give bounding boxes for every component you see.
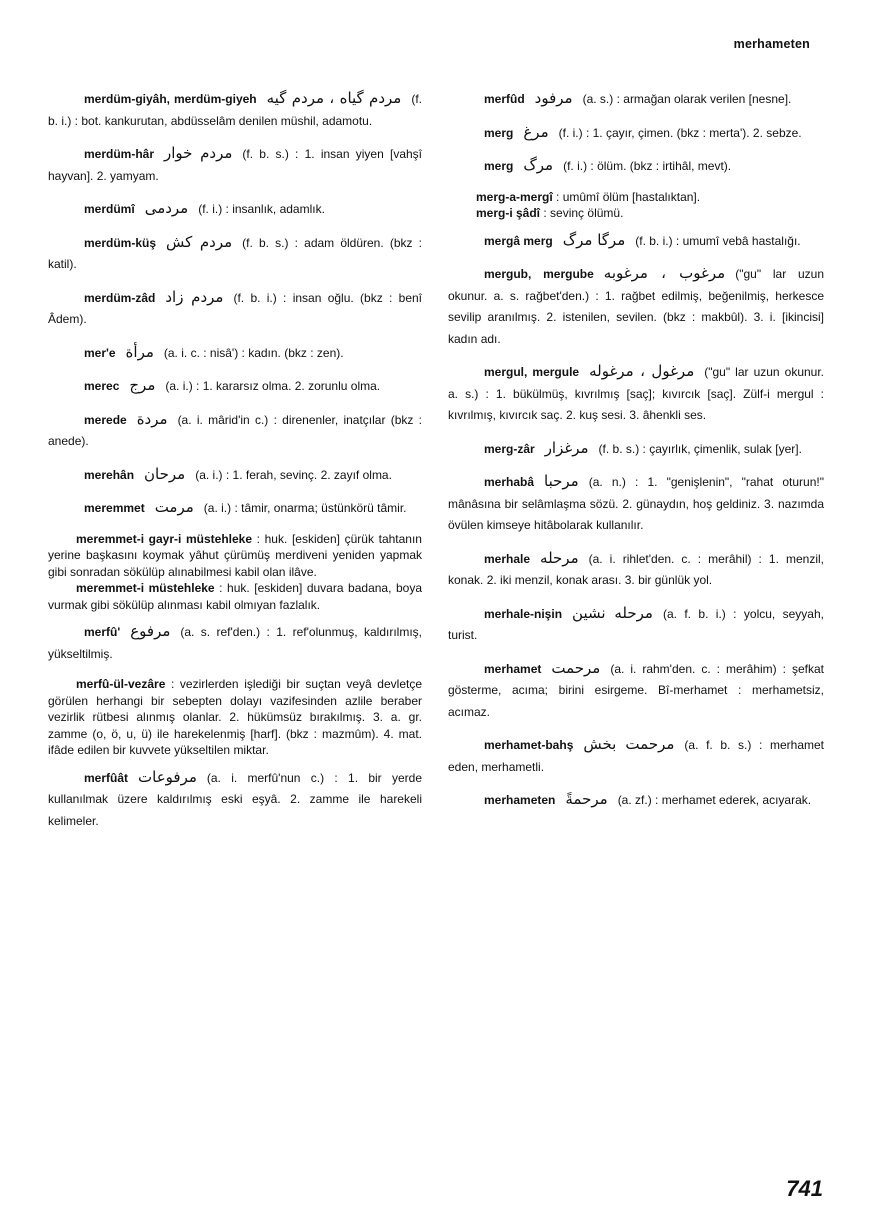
arabic-script: مردم کش: [166, 232, 233, 251]
arabic-script: مرحله: [540, 548, 579, 567]
headword: merec: [84, 379, 120, 393]
entry-body: (a. i. rihlet'den. c. : merâhil) : 1. menzil, konak. 2. iki menzil, konak arası. 3. bir günlük yol.: [448, 551, 824, 587]
arabic-script: مرفوعات: [138, 767, 197, 786]
headword: merg-a-mergî: [476, 189, 553, 204]
entry-body: (a. i. merfû'nun c.) : 1. bir yerde kullanılmak üzere kaldırılmış eski eşyâ. 2. zamme ile harekeli kelimeler.: [48, 770, 422, 828]
entry-body: (a. f. b. i.) : yolcu, seyyah, turist.: [448, 606, 824, 642]
entry-body: (a. i. rahm'den. c. : merâhim) : şefkat gösterme, acıma; birini esirgeme. Bî-merhamet : merhametsiz, acımaz.: [448, 661, 824, 719]
dictionary-entry: [448, 230, 824, 253]
arabic-script: مرگ: [523, 156, 554, 174]
entry-body: (a. i. mârid'in c.) : direnenler, inatçılar (bkz : anede).: [48, 412, 422, 448]
headword: merdüm-hâr: [84, 147, 155, 161]
dictionary-entry: [48, 143, 422, 187]
entry-body: (a. zf.) : merhamet ederek, acıyarak.: [617, 793, 812, 807]
headword: merg-i şâdî: [476, 206, 541, 220]
entry-body: : huk. [eskiden] duvara badana, boya vurmak gibi sökülüp alınması kabil olmıyan fazlalık.: [48, 581, 422, 612]
entry-body: (f. i.) : ölüm. (bkz : irtihâl, mevt).: [563, 159, 732, 173]
headword: merhameten: [484, 793, 556, 807]
entry-body: (f. b. i.) : bot. kankurutan, abdüsselâm denilen müshil, adamotu.: [48, 92, 423, 128]
headword: mergub, mergube: [484, 267, 594, 281]
entry-body: : sevinç ölümü.: [543, 206, 624, 220]
dictionary-entry: [448, 734, 824, 778]
dictionary-entry: [48, 88, 422, 132]
arabic-script: مرحمت بخش: [583, 735, 675, 753]
arabic-script: مردة: [136, 409, 168, 428]
dictionary-entry: [48, 198, 422, 221]
left-column: [48, 88, 422, 843]
dictionary-entry: [448, 88, 824, 111]
entry-body: : umûmî ölüm [hastalıktan].: [556, 189, 701, 204]
entry-body: (f. b. i.) : insan oğlu. (bkz : benî Âdem).: [48, 290, 423, 326]
dictionary-entry: [48, 497, 422, 520]
dictionary-entry: [448, 122, 824, 145]
dictionary-entry: [448, 548, 824, 592]
entry-body: (a. s. ref'den.) : 1. ref'olunmuş, kaldırılmış, yükseltilmiş.: [48, 625, 422, 661]
entry-body: (a. n.) : 1. "genişlenin", "rahat oturun!" mânâsına bir selâmlaşma sözü. 2. günaydın, hoş geldiniz. 3. nazımda övülen kimseye hitâbolarak kullanılır.: [448, 475, 824, 532]
arabic-script: مرحان: [144, 464, 186, 483]
entry-body: (f. i.) : insanlık, adamlık.: [198, 202, 325, 216]
arabic-script: مرج: [129, 376, 156, 394]
dictionary-entry: [48, 580, 422, 613]
entry-body: ("gu" lar uzun okunur. a. s. rağbet'den.) : 1. rağbet edilmiş, beğenilmiş, herkesce sevilip aranılmış. 2. istenilen, sevilen. (bkz : makbûl). 3. i. [ikincisi] kadın adı.: [448, 267, 824, 346]
entry-body: (f. i.) : 1. çayır, çimen. (bkz : merta'). 2. sebze.: [558, 125, 802, 140]
arabic-script: مرغ: [523, 122, 549, 141]
headword: merg: [484, 125, 514, 140]
dictionary-entry: [48, 409, 422, 453]
headword: merg-zâr: [484, 441, 535, 456]
dictionary-entry: [48, 767, 422, 833]
headword: merhale-nişin: [484, 606, 563, 621]
headword: meremmet: [84, 501, 145, 515]
arabic-script: مرغزار: [544, 438, 589, 457]
running-head: merhameten: [733, 37, 810, 51]
entry-body: (a. s.) : armağan olarak verilen [nesne].: [582, 92, 792, 106]
dictionary-entry: [48, 342, 422, 365]
headword: merhale: [484, 551, 531, 566]
dictionary-entry: [448, 263, 824, 350]
dictionary-entry: [48, 375, 422, 398]
headword: mergâ merg: [484, 233, 553, 248]
entry-body: (a. i.) : 1. ferah, sevinç. 2. zayıf olma.: [195, 467, 392, 482]
headword: merg: [484, 159, 514, 173]
page-number: 741: [786, 1176, 823, 1201]
headword: merhamet-bahş: [484, 738, 574, 752]
dictionary-entry: [448, 189, 824, 206]
entry-body: (f. b. i.) : umumî vebâ hastalığı.: [635, 233, 801, 248]
arabic-script: مرغول ، مرغوله: [589, 362, 695, 380]
dictionary-entry: [48, 676, 422, 759]
arabic-script: مرأة: [125, 342, 154, 361]
dictionary-entry: [448, 438, 824, 461]
arabic-script: مردم خوار: [164, 144, 233, 162]
arabic-script: مرفود: [534, 89, 573, 107]
dictionary-entry: [448, 205, 824, 222]
arabic-script: مرحمت: [551, 658, 601, 677]
headword: merede: [84, 412, 127, 427]
arabic-script: مرمت: [154, 498, 194, 516]
entry-body: (f. b. s.) : çayırlık, çimenlik, sulak [yer].: [598, 441, 802, 456]
dictionary-entry: [448, 155, 824, 178]
headword: merfûât: [84, 770, 129, 785]
arabic-script: مرفوع: [130, 622, 171, 640]
dictionary-entry: [448, 603, 824, 647]
entry-body: (f. b. s.) : adam öldüren. (bkz : katil).: [48, 235, 423, 271]
headword: merdüm-küş: [84, 235, 157, 250]
dictionary-entry: [448, 658, 824, 724]
headword: merhabâ: [484, 475, 535, 489]
arabic-script: مرحله نشین: [572, 603, 653, 622]
headword: merfû': [84, 625, 121, 639]
arabic-script: مرحمةً: [565, 790, 608, 808]
entry-body: ("gu" lar uzun okunur. a. s.) : 1. bükülmüş, kıvrılmış [saç]; kıvırcık [saç]. Zülf-i mergul : kıvrılmış, kıvırcık saç. 2. kuş sesi. 3. âhenkli ses.: [448, 365, 825, 422]
headword: merehân: [84, 467, 135, 482]
entry-body: (f. b. s.) : 1. insan yiyen [vahşî hayvan]. 2. yamyam.: [48, 147, 422, 183]
arabic-script: مردم گیاه ، مردم گیه: [266, 89, 402, 107]
dictionary-entry: [48, 464, 422, 487]
headword: merhamet: [484, 661, 542, 676]
arabic-script: مرغوب ، مرغوبه: [603, 264, 726, 282]
entry-body: (a. i. c. : nisâ') : kadın. (bkz : zen).: [163, 345, 344, 360]
entry-body: (a. f. b. s.) : merhamet eden, merhametli.: [448, 738, 825, 774]
headword: merfûd: [484, 92, 525, 106]
entry-body: (a. i.) : 1. kararsız olma. 2. zorunlu olma.: [165, 379, 381, 393]
headword: merdüm-giyâh, merdüm-giyeh: [84, 92, 257, 106]
dictionary-entry: [448, 789, 824, 812]
dictionary-entry: [448, 361, 824, 427]
headword: mergul, mergule: [484, 365, 580, 379]
entry-body: (a. i.) : tâmir, onarma; üstünkörü tâmir.: [203, 501, 407, 515]
right-column: [448, 88, 824, 823]
headword: merdümî: [84, 202, 135, 216]
dictionary-entry: [48, 287, 422, 331]
arabic-script: مردم زاد: [165, 287, 224, 306]
arabic-script: مرگا مرگ: [562, 230, 626, 249]
dictionary-entry: [48, 232, 422, 276]
dictionary-entry: [448, 471, 824, 537]
headword: meremmet-i müstehleke: [76, 581, 215, 595]
dictionary-entry: [48, 621, 422, 665]
headword: merdüm-zâd: [84, 290, 156, 305]
headword: mer'e: [84, 345, 116, 360]
entry-body: : huk. [eskiden] çürük tahtanın yerine başkasını koymak yâhut çürümüş merdiveni yeniden yapmak gibi sonradan sökülüp alınabilmesi kabil olan ilâve.: [48, 531, 422, 579]
headword: merfû-ül-vezâre: [76, 677, 166, 691]
arabic-script: مردمی: [144, 199, 189, 217]
entry-body: : vezirlerden işlediği bir suçtan veyâ devletçe görülen herhangi bir sebepten dolayı vazifesinden azlile beraber vezirlik rütbesi alınmış olanlar. 2. hükümsüz bırakılmış. 3. a. gr. zamme (o, ö, u, ü) ile harekelenmiş [harf]. (bkz : mazmûm). 4. mat. ifâde edilen bir kuvvete yükseltilen miktar.: [48, 677, 423, 757]
arabic-script: مرحبا: [544, 472, 579, 490]
headword: meremmet-i gayr-i müstehleke: [76, 531, 253, 546]
dictionary-entry: [48, 531, 422, 581]
